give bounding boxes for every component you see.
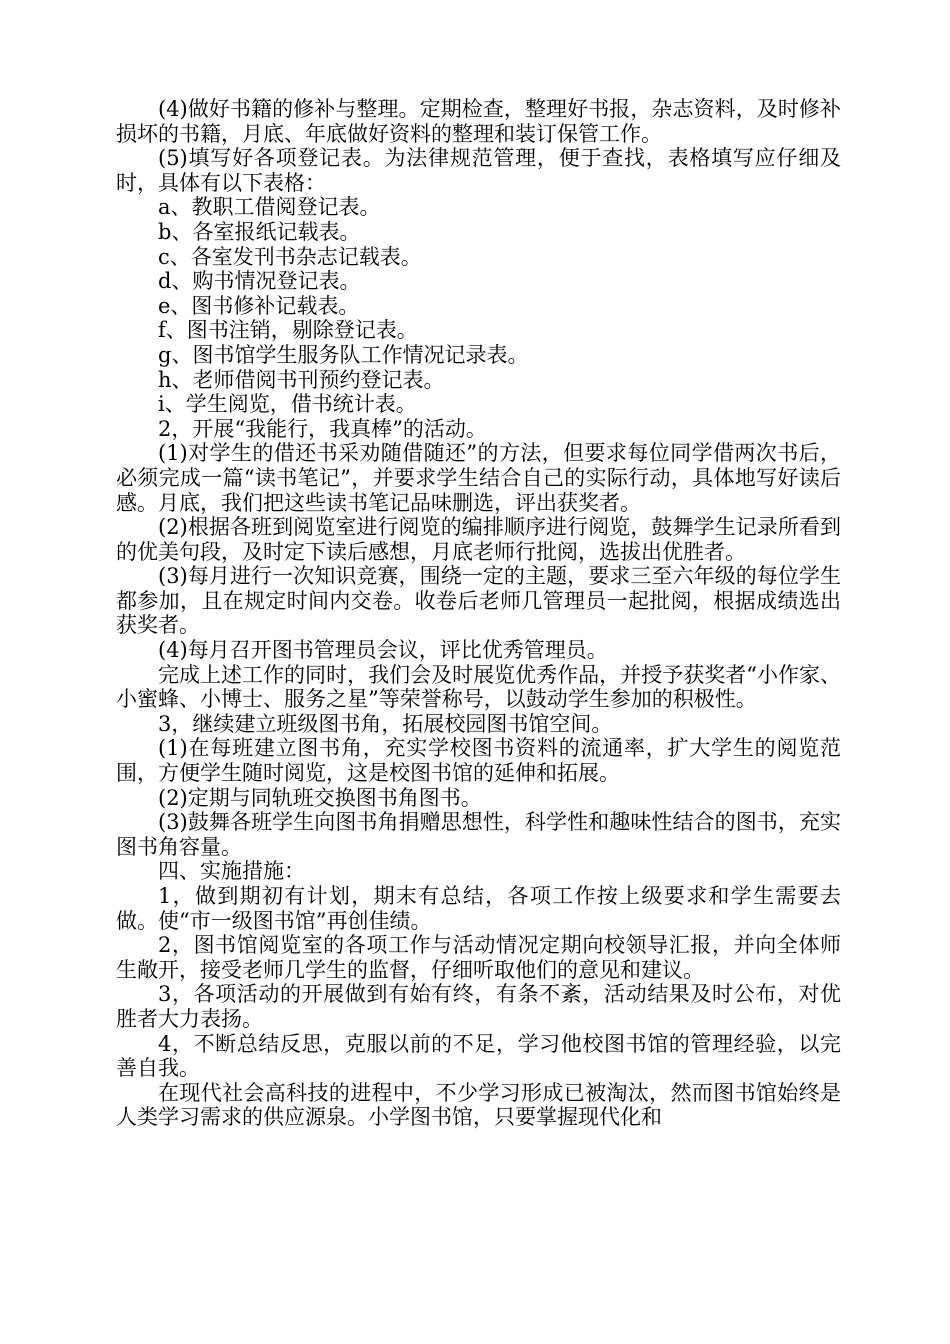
list-item-b: b、各室报纸记载表。 xyxy=(158,219,361,244)
paragraph-registration-forms: (5)填写好各项登记表。为法律规范管理，便于查找，表格填写应仔细及时，具体有以下表格： xyxy=(116,146,841,195)
paragraph-reading-notes: (1)对学生的借还书采劝随借随还”的方法，但要求每位同学借两次书后，必须完成一篇“读书笔记”，并要求学生结合自己的实际行动，具体地写好读后感。月底，我们把这些读书笔记品味删选，评出获奖者。 xyxy=(116,441,841,515)
section-heading-book-corner: 3，继续建立班级图书角，拓展校园图书馆空间。 xyxy=(158,711,613,736)
paragraph-conclusion: 在现代社会高科技的进程中，不少学习形成已被淘汰，然而图书馆始终是人类学习需求的供应源泉。小学图书馆，只要掌握现代化和 xyxy=(116,1080,841,1130)
paragraph-book-donation: (3)鼓舞各班学生向图书角捐赠思想性，科学性和趣味性结合的图书，充实图书角容量。 xyxy=(116,810,841,859)
section-heading-measures: 四、实施措施： xyxy=(158,859,305,884)
paragraph-repair-books: (4)做好书籍的修补与整理。定期检查，整理好书报，杂志资料，及时修补损坏的书籍，月底、年底做好资料的整理和装订保管工作。 xyxy=(116,97,841,146)
list-item-e: e、图书修补记载表。 xyxy=(158,293,360,318)
paragraph-reading-room: (2)根据各班到阅览室进行阅览的编排顺序进行阅览，鼓舞学生记录所看到的优美句段，及时定下读后感想，月底老师行批阅，选拔出优胜者。 xyxy=(116,515,841,564)
document-body xyxy=(116,97,841,1130)
list-item-d: d、购书情况登记表。 xyxy=(158,269,361,294)
list-item-a: a、教职工借阅登记表。 xyxy=(158,195,381,220)
list-item-c: c、各室发刊书杂志记载表。 xyxy=(158,244,422,269)
paragraph-measure-2: 2，图书馆阅览室的各项工作与活动情况定期向校领导汇报，并向全体师生敞开，接受老师几学生的监督，仔细听取他们的意见和建议。 xyxy=(116,933,841,982)
paragraph-librarian-meeting: (4)每月召开图书管理员会议，评比优秀管理员。 xyxy=(158,638,608,663)
paragraph-book-exchange: (2)定期与同轨班交换图书角图书。 xyxy=(158,785,482,810)
paragraph-measure-1: 1，做到期初有计划，期末有总结，各项工作按上级要求和学生需要去做。使“市一级图书馆”再创佳绩。 xyxy=(116,884,841,933)
paragraph-book-corner-setup: (1)在每班建立图书角，充实学校图书资料的流通率，扩大学生的阅览范围，方便学生随时阅览，这是校图书馆的延伸和拓展。 xyxy=(116,736,841,786)
list-item-i: i、学生阅览，借书统计表。 xyxy=(158,392,417,417)
list-item-g: g、图书馆学生服务队工作情况记录表。 xyxy=(158,342,529,367)
list-item-f: f、图书注销，剔除登记表。 xyxy=(158,318,418,343)
paragraph-measure-4: 4，不断总结反思，克服以前的不足，学习他校图书馆的管理经验，以完善自我。 xyxy=(116,1031,841,1081)
section-heading-activity: 2，开展“我能行，我真棒”的活动。 xyxy=(158,416,487,441)
paragraph-knowledge-contest: (3)每月进行一次知识竞赛，围绕一定的主题，要求三至六年级的每位学生都参加，且在规定时间内交卷。收卷后老师几管理员一起批阅，根据成绩选出获奖者。 xyxy=(116,564,841,638)
list-item-h: h、老师借阅书刊预约登记表。 xyxy=(158,367,445,392)
paragraph-measure-3: 3，各项活动的开展做到有始有终，有条不紊，活动结果及时公布，对优胜者大力表扬。 xyxy=(116,982,841,1031)
paragraph-exhibition: 完成上述工作的同时，我们会及时展览优秀作品，并授予获奖者“小作家、小蜜蜂、小博士、服务之星”等荣誉称号，以鼓动学生参加的积极性。 xyxy=(116,662,841,712)
